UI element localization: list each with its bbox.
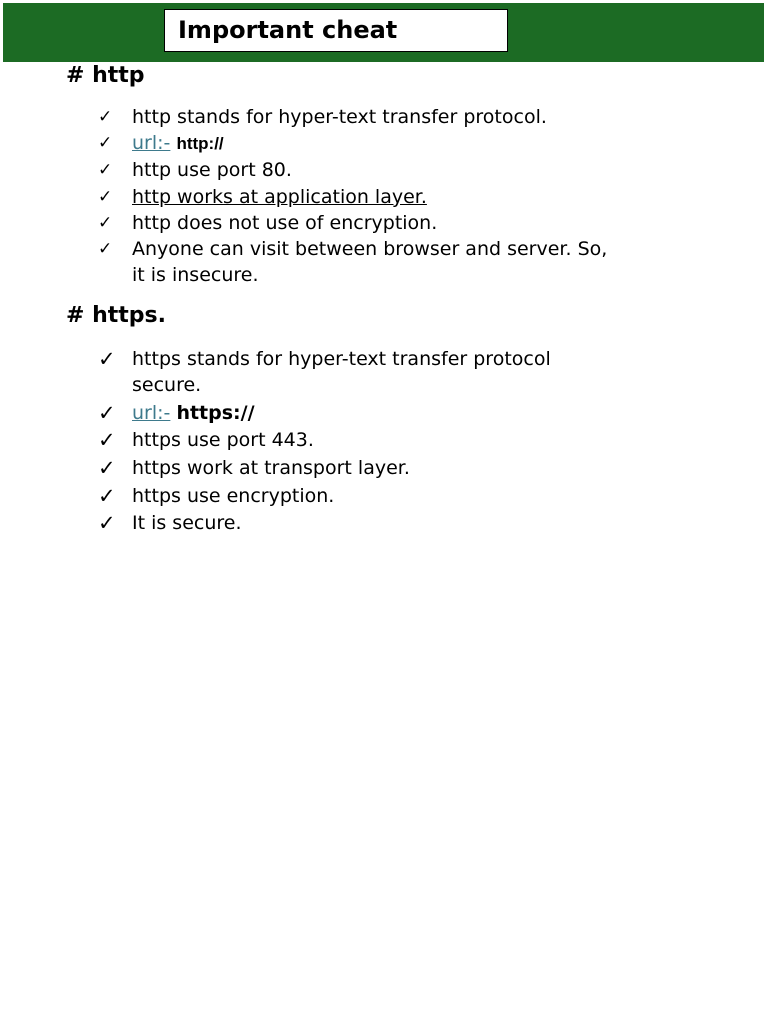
list-item (98, 346, 698, 398)
list-item-text-line-2: it is insecure. (132, 264, 259, 287)
list-item (98, 400, 698, 426)
list-item-text: https work at transport layer. (132, 456, 410, 479)
checkmark-icon: ✓ (98, 212, 113, 233)
list-item (98, 427, 698, 453)
url-value: https:// (176, 401, 255, 424)
list-item-text: http works at application layer. (132, 185, 427, 208)
list-item (98, 483, 698, 509)
bold-checkmark-icon: ✓ (98, 400, 116, 425)
checkmark-icon: ✓ (98, 133, 113, 154)
checkmark-icon: ✓ (98, 186, 113, 207)
checkmark-icon: ✓ (98, 107, 113, 127)
list-item-text-line-1: Anyone can visit between browser and server. So, (132, 238, 608, 261)
list-item-text: It is secure. (132, 512, 242, 535)
list-item (98, 210, 698, 236)
bold-checkmark-icon: ✓ (98, 511, 116, 536)
list-item (98, 130, 698, 157)
list-item-text: http use port 80. (132, 159, 292, 182)
list-item-text: https use encryption. (132, 484, 335, 507)
list-item-text: https use port 443. (132, 429, 314, 452)
list-item (98, 455, 698, 481)
http-heading: # http (66, 63, 145, 88)
bold-checkmark-icon: ✓ (98, 483, 116, 508)
bold-checkmark-icon: ✓ (98, 347, 116, 371)
bold-checkmark-icon: ✓ (98, 455, 116, 480)
url-value: http:// (176, 134, 224, 154)
list-item-text-line-2: secure. (132, 374, 202, 397)
url-link[interactable]: url:- (132, 401, 171, 424)
url-link[interactable]: url:- (132, 132, 171, 155)
checkmark-icon: ✓ (98, 160, 113, 181)
list-item-text: http stands for hyper-text transfer protocol. (132, 106, 547, 128)
checkmark-icon: ✓ (98, 239, 113, 260)
list-item (98, 184, 698, 210)
https-list (98, 346, 698, 538)
bold-checkmark-icon: ✓ (98, 428, 116, 453)
page-title: Important cheat (164, 9, 508, 52)
list-item (98, 104, 698, 130)
http-list (98, 104, 698, 288)
list-item (98, 236, 698, 288)
https-heading: # https. (66, 303, 166, 328)
list-item-text-line-1: https stands for hyper-text transfer protocol (132, 348, 551, 370)
list-item (98, 510, 698, 536)
list-item-text: http does not use of encryption. (132, 211, 438, 234)
list-item (98, 157, 698, 183)
